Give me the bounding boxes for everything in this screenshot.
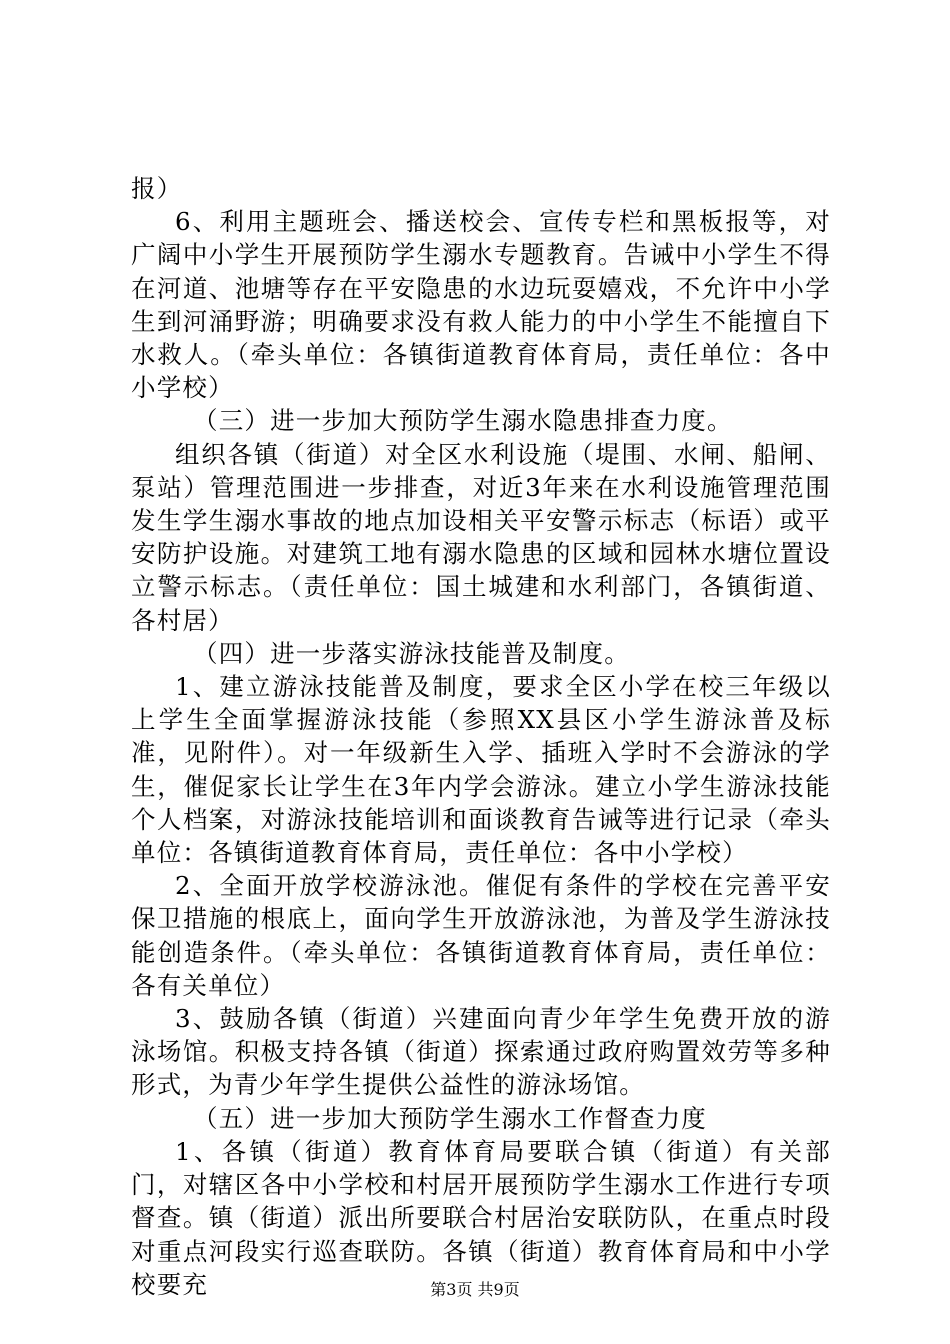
section-heading-3: （三）进一步加大预防学生溺水隐患排查力度。 — [193, 406, 733, 436]
section-heading-5: （五）进一步加大预防学生溺水工作督查力度 — [193, 1103, 707, 1133]
paragraph-continuation: 报） — [131, 174, 183, 203]
paragraph-item-6: 6、利用主题班会、播送校会、宣传专栏和黑板报等，对广阔中小学生开展预防学生溺水专题教育。告诫中小学生不得在河道、池塘等存在平安隐患的水边玩耍嬉戏，不允许中小学生到河涌野游；明确要求没有救人能力的中小学生不能擅自下水救人。（牵头单位：各镇街道教育体育局，责任单位：各中小学校） — [131, 207, 831, 403]
page-number-footer: 第3页 共9页 — [430, 1280, 520, 1299]
section-heading-4: （四）进一步落实游泳技能普及制度。 — [193, 638, 630, 668]
paragraph-item-4-2: 2、全面开放学校游泳池。催促有条件的学校在完善平安保卫措施的根底上，面向学生开放游泳池，为普及学生游泳技能创造条件。（牵头单位：各镇街道教育体育局，责任单位：各有关单位） — [131, 871, 831, 1000]
paragraph-section-3-body: 组织各镇（街道）对全区水利设施（堤围、水闸、船闸、泵站）管理范围进一步排查，对近3年来在水利设施管理范围发生学生溺水事故的地点加设相关平安警示标志（标语）或平安防护设施。对建筑工地有溺水隐患的区域和园林水塘位置设立警示标志。（责任单位：国土城建和水利部门，各镇街道、各村居） — [131, 439, 831, 635]
document-body — [131, 172, 831, 1301]
paragraph-item-5-1: 1、各镇（街道）教育体育局要联合镇（街道）有关部门，对辖区各中小学校和村居开展预防学生溺水工作进行专项督查。镇（街道）派出所要联合村居治安联防队，在重点时段对重点河段实行巡查联防。各镇（街道）教育体育局和中小学校要充 — [131, 1136, 831, 1299]
paragraph-item-4-3: 3、鼓励各镇（街道）兴建面向青少年学生免费开放的游泳场馆。积极支持各镇（街道）探索通过政府购置效劳等多种形式，为青少年学生提供公益性的游泳场馆。 — [131, 1004, 831, 1100]
paragraph-item-4-1: 1、建立游泳技能普及制度，要求全区小学在校三年级以上学生全面掌握游泳技能（参照XX县区小学生游泳普及标准，见附件）。对一年级新生入学、插班入学时不会游泳的学生，催促家长让学生在3年内学会游泳。建立小学生游泳技能个人档案，对游泳技能培训和面谈教育告诫等进行记录（牵头单位：各镇街道教育体育局，责任单位：各中小学校） — [131, 672, 831, 868]
